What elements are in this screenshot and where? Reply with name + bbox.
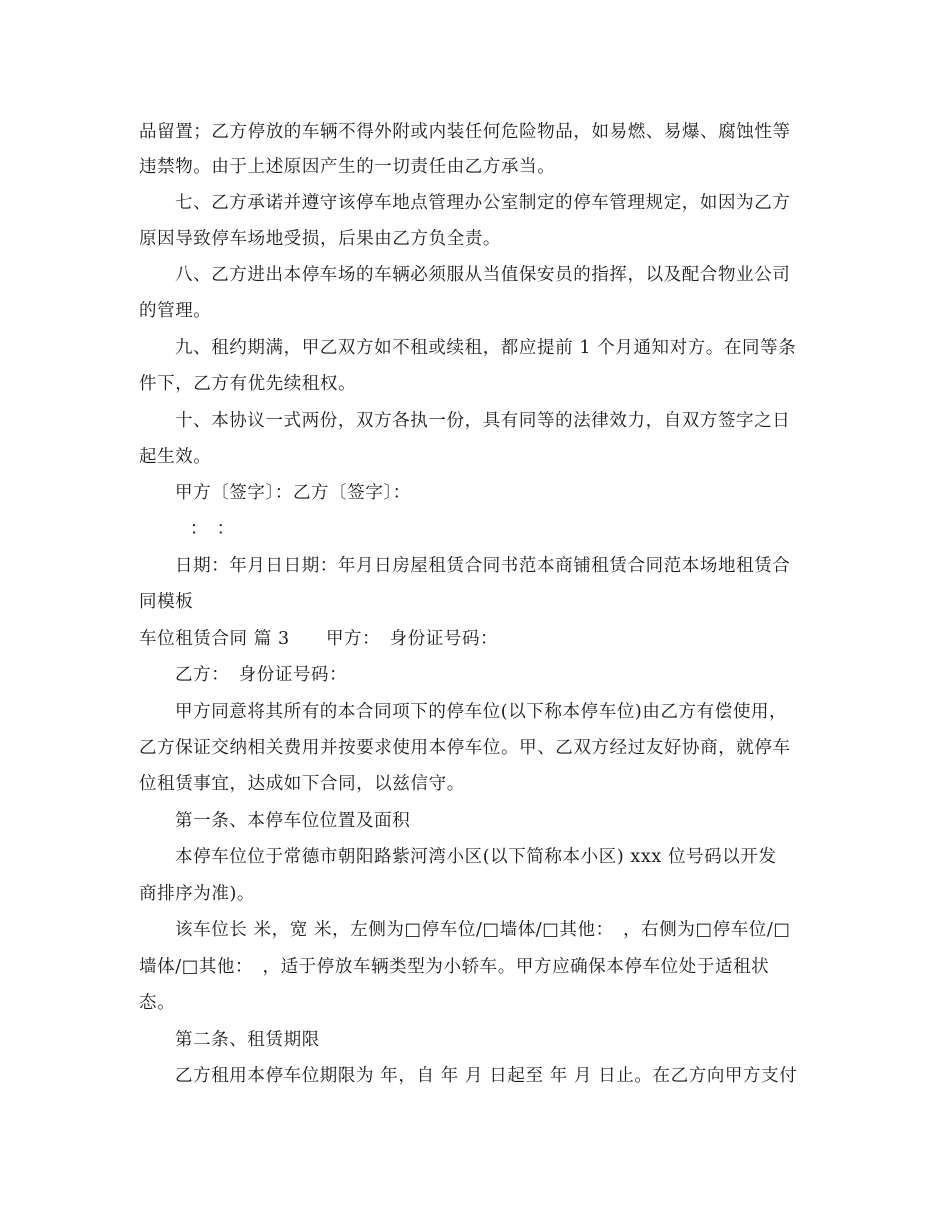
- text-line: 起生效。: [139, 447, 212, 467]
- text-line: 位租赁事宜，达成如下合同，以兹信守。: [139, 774, 465, 794]
- text-line: 商排序为准)。: [139, 884, 256, 904]
- text-line: 态。: [139, 993, 176, 1013]
- article-heading: 第二条、租赁期限: [175, 1030, 320, 1050]
- text-line: 乙方： 身份证号码：: [175, 665, 348, 685]
- text-line: 甲方同意将其所有的本合同项下的停车位(以下称本停车位)由乙方有偿使用，: [175, 702, 788, 722]
- text-line: 本停车位位于常德市朝阳路紫河湾小区(以下简称本小区) xxx 位号码以开发: [175, 847, 777, 867]
- text-line: 的管理。: [139, 301, 212, 321]
- text-line: 原因导致停车场地受损，后果由乙方负全责。: [139, 229, 501, 249]
- text-line: 该车位长 米，宽 米，左侧为□停车位/□墙体/□其他： ，右侧为□停车位/□: [175, 920, 791, 940]
- article-heading: 第一条、本停车位位置及面积: [175, 811, 411, 831]
- signature-colons: ：：: [190, 519, 253, 539]
- text-line: 乙方保证交纳相关费用并按要求使用本停车位。甲、乙双方经过友好协商，就停车: [139, 738, 791, 758]
- text-line: 墙体/□其他： ，适于停放车辆类型为小轿车。甲方应确保本停车位处于适租状: [139, 957, 770, 977]
- text-line: 乙方租用本停车位期限为 年，自 年 月 日起至 年 月 日止。在乙方向甲方支付: [175, 1066, 798, 1086]
- signature-line: 甲方〔签字〕：乙方〔签字〕：: [175, 483, 411, 503]
- text-line: 品留置；乙方停放的车辆不得外附或内装任何危险物品，如易燃、易爆、腐蚀性等: [139, 122, 791, 142]
- text-line: 十、本协议一式两份，双方各执一份，具有同等的法律效力，自双方签字之日: [175, 411, 791, 431]
- text-line: 违禁物。由于上述原因产生的一切责任由乙方承当。: [139, 157, 556, 177]
- text-line: 件下，乙方有优先续租权。: [139, 374, 357, 394]
- section-heading: 车位租赁合同 篇 3 甲方： 身份证号码：: [139, 629, 499, 649]
- date-line: 日期：年月日日期：年月日房屋租赁合同书范本商铺租赁合同范本场地租赁合: [175, 556, 791, 576]
- text-line: 九、租约期满，甲乙双方如不租或续租，都应提前 1 个月通知对方。在同等条: [175, 338, 797, 358]
- text-line: 八、乙方进出本停车场的车辆必须服从当值保安员的指挥，以及配合物业公司: [175, 265, 791, 285]
- text-line: 同模板: [139, 592, 194, 612]
- text-line: 七、乙方承诺并遵守该停车地点管理办公室制定的停车管理规定，如因为乙方: [175, 193, 791, 213]
